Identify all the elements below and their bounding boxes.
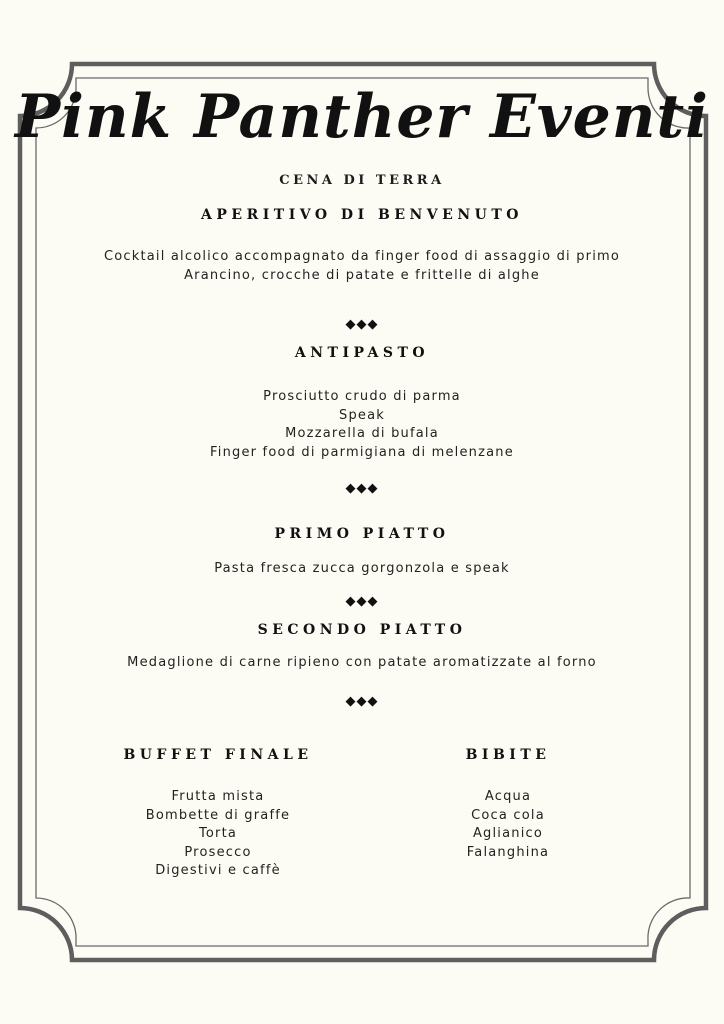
diamond-divider: ◆◆◆ xyxy=(345,694,379,709)
menu-item: Acqua xyxy=(484,789,532,804)
menu-subtitle: CENA DI TERRA xyxy=(279,173,445,188)
section-heading-antipasto: ANTIPASTO xyxy=(294,345,430,361)
menu-item: Falanghina xyxy=(466,844,550,860)
menu-item: Medaglione di carne ripieno con patate aromatizzate al forno xyxy=(127,655,597,670)
diamond-divider: ◆◆◆ xyxy=(345,594,379,609)
section-heading-aperitivo: APERITIVO DI BENVENUTO xyxy=(201,207,523,223)
menu-item: Coca cola xyxy=(471,807,545,823)
menu-item: Prosciutto crudo di parma xyxy=(263,389,461,404)
menu-item: Arancino, crocche di patate e frittelle di alghe xyxy=(184,267,540,283)
menu-item: Cocktail alcolico accompagnato da finger food di assaggio di primo xyxy=(103,249,621,264)
section-items-secondo xyxy=(0,654,724,673)
section-items-antipasto xyxy=(0,388,724,462)
menu-item: Prosecco xyxy=(184,844,252,860)
menu-item: Aglianico xyxy=(472,826,544,841)
section-heading-secondo: SECONDO PIATTO xyxy=(257,622,467,638)
menu-item: Bombette di graffe xyxy=(145,807,291,823)
diamond-divider: ◆◆◆ xyxy=(345,317,379,332)
section-heading-bibite: BIBITE xyxy=(465,747,551,763)
section-items-buffet xyxy=(68,788,368,881)
menu-item: Finger food di parmigiana di melenzane xyxy=(210,444,514,460)
section-heading-buffet: BUFFET FINALE xyxy=(123,747,313,763)
menu-item: Torta xyxy=(198,826,238,841)
menu-item: Digestivi e caffè xyxy=(155,863,281,878)
section-heading-primo: PRIMO PIATTO xyxy=(274,526,450,542)
menu-item: Speak xyxy=(339,407,385,423)
diamond-divider: ◆◆◆ xyxy=(345,481,379,496)
menu-title: Pink Panther Eventi xyxy=(15,82,709,152)
bibite-column xyxy=(358,747,658,862)
menu-item: Pasta fresca zucca gorgonzola e speak xyxy=(214,561,510,576)
section-items-primo xyxy=(0,560,724,579)
section-items-bibite xyxy=(358,788,658,862)
buffet-column xyxy=(68,747,368,881)
menu-item: Frutta mista xyxy=(171,789,265,804)
section-items-aperitivo xyxy=(0,248,724,285)
menu-item: Mozzarella di bufala xyxy=(285,426,439,441)
